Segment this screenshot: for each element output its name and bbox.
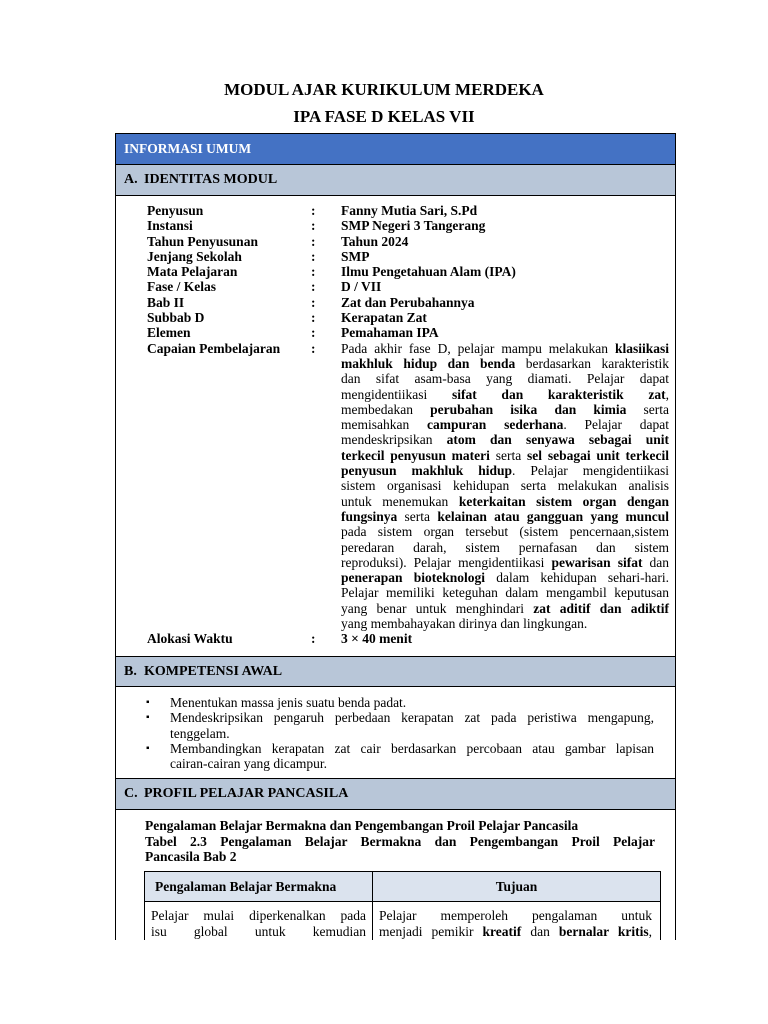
table-header-tujuan: Tujuan <box>373 872 660 902</box>
bullet-icon: ▪ <box>146 742 150 754</box>
capaian-row <box>147 341 669 632</box>
capaian-line <box>341 448 669 463</box>
identitas-row <box>147 218 669 233</box>
text: reproduksi). Pelajar mengidentiikasi <box>341 554 552 570</box>
text: untuk menemukan <box>341 493 459 509</box>
capaian-line <box>341 371 669 386</box>
capaian-line <box>341 494 669 509</box>
kompetensi-line: cairan-cairan yang dicampur. <box>170 756 328 772</box>
capaian-line <box>341 432 669 447</box>
text-bold: klasiikasi <box>614 340 669 356</box>
bullet-icon: ▪ <box>146 712 150 724</box>
identitas-row <box>147 310 669 325</box>
text-bold: kelainan atau gangguan yang muncul <box>437 508 669 524</box>
text: dan sifat asam-basa yang diamati. Pelajar dapat <box>341 371 669 387</box>
capaian-line <box>341 402 669 417</box>
text: menjadi pemikir <box>379 923 483 939</box>
identitas-colon: : <box>311 325 316 341</box>
section-a-letter: A. <box>124 172 138 187</box>
identitas-value: Fanny Mutia Sari, S.Pd <box>341 203 478 218</box>
identitas-colon: : <box>311 340 316 356</box>
alokasi-label: Alokasi Waktu <box>147 631 233 647</box>
text: peredaran darah, sistem pernafasan dan sistem <box>341 539 669 555</box>
identitas-colon: : <box>311 294 316 310</box>
identitas-row <box>147 203 669 218</box>
kompetensi-text <box>170 695 654 710</box>
document-title: MODUL AJAR KURIKULUM MERDEKA <box>224 80 544 99</box>
identitas-value: Pemahaman IPA <box>341 325 439 341</box>
text: yang benar untuk menghindari <box>341 600 534 616</box>
capaian-text <box>341 341 669 632</box>
capaian-line <box>341 341 669 356</box>
text: membedakan <box>341 401 431 417</box>
text-bold: campuran sederhana <box>427 417 564 433</box>
identitas-label: Instansi <box>147 218 193 234</box>
identitas-colon: : <box>311 279 316 295</box>
section-informasi-umum-label: INFORMASI UMUM <box>124 141 252 156</box>
capaian-label: Capaian Pembelajaran <box>147 340 281 356</box>
table-cell-pengalaman <box>145 902 373 940</box>
text: . Pelajar mengidentiikasi <box>512 463 669 479</box>
identitas-label: Subbab D <box>147 310 205 326</box>
text: Pada akhir fase D, pelajar mampu melakukan <box>341 340 615 356</box>
module-table <box>115 133 676 940</box>
kompetensi-line: Menentukan massa jenis suatu benda padat. <box>170 695 407 710</box>
identitas-colon: : <box>311 233 316 249</box>
kompetensi-text <box>170 710 654 741</box>
text: . Pelajar dapat <box>563 417 669 433</box>
identitas-value: D / VII <box>341 279 382 295</box>
text: serta <box>489 447 528 463</box>
section-a-title: IDENTITAS MODUL <box>144 172 278 187</box>
capaian-line <box>341 585 669 600</box>
identitas-value: Kerapatan Zat <box>341 310 427 326</box>
text-bold: atom dan senyawa sebagai unit <box>446 432 670 448</box>
kompetensi-item <box>146 710 654 741</box>
identitas-colon: : <box>311 218 316 234</box>
text: dan <box>521 923 559 939</box>
section-c-title: PROFIL PELAJAR PANCASILA <box>144 786 349 801</box>
text-bold: pewarisan sifat <box>551 554 643 570</box>
text-bold: penerapan bioteknologi <box>341 570 485 586</box>
text: dalam kehidupan sehari-hari. <box>485 570 669 586</box>
capaian-line <box>341 478 669 493</box>
text-bold: kreatif <box>482 923 522 939</box>
text-bold: sel sebagai unit terkecil <box>527 447 669 463</box>
cell-line: Pelajar mulai diperkenalkan pada <box>151 908 366 923</box>
identitas-colon: : <box>311 203 316 218</box>
identitas-value: SMP <box>341 248 370 264</box>
text: serta <box>397 508 438 524</box>
identitas-colon: : <box>311 631 316 647</box>
text: pada sistem organ tersebut (sistem pencernaan,sistem <box>341 524 669 540</box>
capaian-line <box>341 356 669 371</box>
identitas-colon: : <box>311 310 316 326</box>
text: yang membahayakan dirinya dan lingkungan. <box>341 616 588 632</box>
identitas-row <box>147 279 669 294</box>
text-bold: zat aditif dan adiktif <box>533 600 669 616</box>
capaian-line <box>341 555 669 570</box>
cell-line: Pelajar memperoleh pengalaman untuk <box>379 908 652 923</box>
text-bold: perubahan isika dan kimia <box>430 401 627 417</box>
identitas-label: Jenjang Sekolah <box>147 248 242 264</box>
kompetensi-text <box>170 741 654 772</box>
identitas-label: Mata Pelajaran <box>147 264 238 280</box>
text: dan <box>642 554 670 570</box>
text-bold: keterkaitan sistem organ dengan <box>458 493 670 509</box>
profil-heading <box>145 818 655 865</box>
capaian-line <box>341 616 669 631</box>
kompetensi-item <box>146 695 654 710</box>
kompetensi-line: Mendeskripsikan pengaruh perbedaan kerapatan zat pada peristiwa mengapung, <box>170 710 654 726</box>
identitas-colon: : <box>311 264 316 280</box>
section-b-title: KOMPETENSI AWAL <box>144 663 283 679</box>
section-c-header <box>116 778 675 810</box>
text-bold: penyusun makhluk hidup <box>341 463 512 479</box>
text: , <box>648 923 653 939</box>
identitas-row <box>147 249 669 264</box>
section-a-header <box>116 165 675 196</box>
text-bold: fungsinya <box>341 508 398 524</box>
text: memisahkan <box>341 417 428 433</box>
text: mendeskripsikan <box>341 432 447 448</box>
capaian-line <box>341 387 669 402</box>
capaian-line <box>341 601 669 616</box>
identitas-row <box>147 295 669 310</box>
identitas-modul <box>147 203 669 647</box>
text-bold: sifat dan karakteristik zat <box>451 386 666 402</box>
identitas-row <box>147 325 669 340</box>
pengalaman-table <box>144 871 661 940</box>
text-bold: bernalar kritis <box>558 923 649 939</box>
capaian-line <box>341 540 669 555</box>
kompetensi-awal-list <box>146 695 654 771</box>
text: sistem organisasi kehidupan serta melakukan analisis <box>341 478 669 494</box>
section-b-header <box>116 656 675 687</box>
capaian-line <box>341 463 669 478</box>
text-bold: terkecil penyusun materi <box>341 447 490 463</box>
identitas-label: Fase / Kelas <box>147 279 216 295</box>
text: berdasarkan karakteristik <box>515 355 670 371</box>
identitas-value: Ilmu Pengetahuan Alam (IPA) <box>341 264 516 280</box>
identitas-value: Zat dan Perubahannya <box>341 294 475 310</box>
identitas-label: Penyusun <box>147 203 204 218</box>
alokasi-value: 3 × 40 menit <box>341 631 413 647</box>
table-header-pengalaman: Pengalaman Belajar Bermakna <box>145 872 373 902</box>
text-bold: makhluk hidup dan benda <box>341 355 516 371</box>
text: , <box>665 386 670 402</box>
capaian-line <box>341 524 669 539</box>
text: Pelajar memiliki keteguhan dalam mengambil keputusan <box>341 585 669 601</box>
alokasi-row <box>147 631 669 646</box>
profil-heading-line1: Pengalaman Belajar Bermakna dan Pengembangan Proil Pelajar Pancasila <box>145 818 579 833</box>
capaian-line <box>341 570 669 585</box>
section-b-letter: B. <box>124 663 137 679</box>
section-informasi-umum <box>116 134 675 165</box>
identitas-row <box>147 234 669 249</box>
identitas-row <box>147 264 669 279</box>
document-subtitle: IPA FASE D KELAS VII <box>293 107 475 126</box>
identitas-value: SMP Negeri 3 Tangerang <box>341 218 486 234</box>
kompetensi-item <box>146 741 654 772</box>
text: mengidentiikasi <box>341 386 452 402</box>
identitas-label: Elemen <box>147 325 191 341</box>
table-caption-cont: Pancasila Bab 2 <box>145 849 237 864</box>
capaian-line <box>341 417 669 432</box>
table-caption: Tabel 2.3 Pengalaman Belajar Bermakna dan Pengembangan Proil Pelajar <box>145 833 655 849</box>
cell-line: isu global untuk kemudian <box>151 923 366 939</box>
identitas-label: Bab II <box>147 294 185 310</box>
kompetensi-line: Membandingkan kerapatan zat cair berdasarkan percobaan atau gambar lapisan <box>170 740 654 756</box>
identitas-colon: : <box>311 248 316 264</box>
identitas-label: Tahun Penyusunan <box>147 233 258 249</box>
kompetensi-line: tenggelam. <box>170 725 230 741</box>
cell-line <box>379 924 652 940</box>
capaian-line <box>341 509 669 524</box>
bullet-icon: ▪ <box>146 697 150 708</box>
table-cell-tujuan <box>373 902 660 940</box>
identitas-value: Tahun 2024 <box>341 233 409 249</box>
text: serta <box>626 401 670 417</box>
section-c-letter: C. <box>124 786 138 801</box>
